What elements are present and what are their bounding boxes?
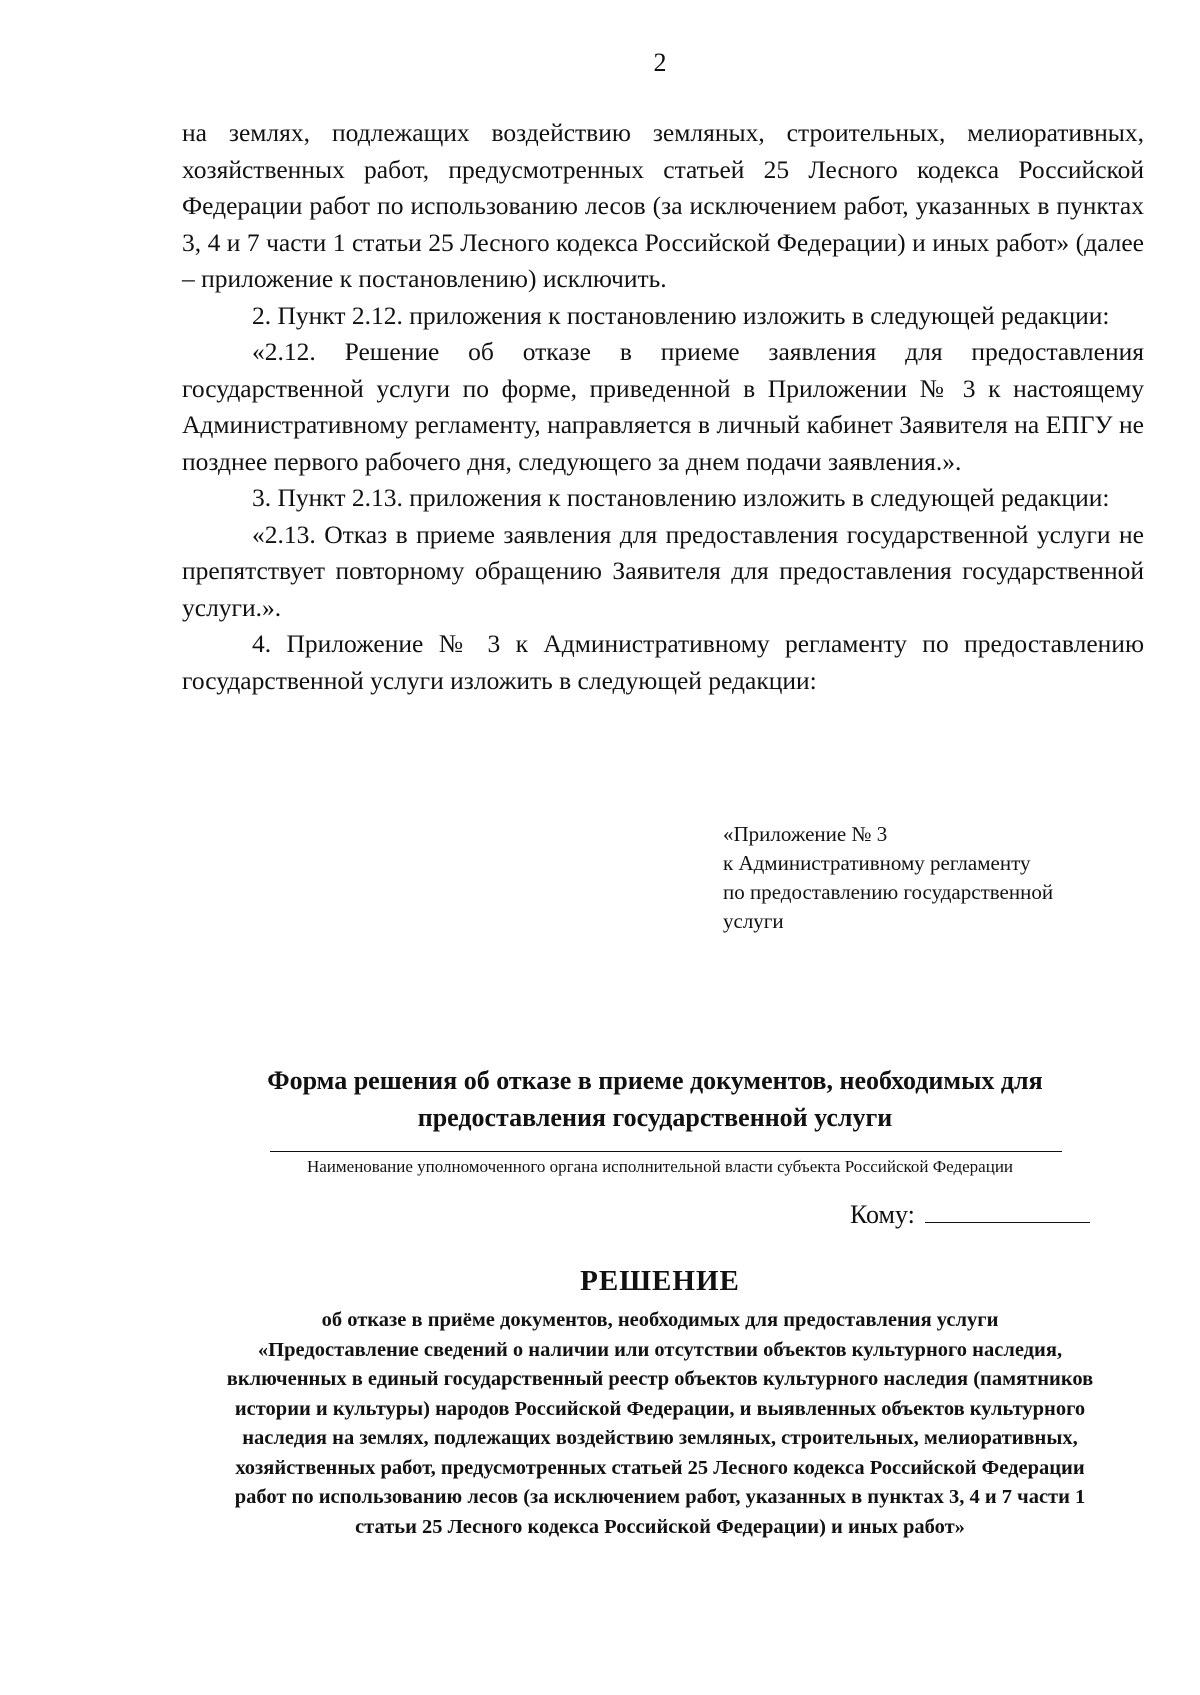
decision-subject: [110, 1306, 1200, 1542]
decision-subject-line: статьи 25 Лесного кодекса Российской Федерации) и иных работ»: [355, 1515, 965, 1538]
recipient-blank-line: [925, 1198, 1090, 1223]
decision-subject-line: истории и культуры) народов Российской Федерации, и выявленных объектов культурного: [234, 1397, 1086, 1420]
decision-subject-line: работ по использованию лесов (за исключением работ, указанных в пунктах 3, 4 и 7 части 1: [234, 1486, 1086, 1508]
form-title: [200, 1062, 1110, 1136]
authority-name-blank-line: [270, 1151, 1062, 1152]
appendix-note: [723, 820, 1143, 936]
authority-caption: Наименование уполномоченного органа исполнительной власти субъекта Российской Федерации: [306, 1157, 1014, 1176]
appendix-note-line: по предоставлению государственной: [723, 880, 1054, 904]
decision-subject-line: «Предоставление сведений о наличии или отсутствии объектов культурного наследия,: [257, 1338, 1063, 1361]
paragraph-item-3: 3. Пункт 2.13. приложения к постановлению изложить в следующей редакции:: [252, 483, 1110, 512]
paragraph-continuation: на землях, подлежащих воздействию земляных, строительных, мелиоративных, хозяйственных работ, предусмотренных статьей 25 Лесного кодекса Российской Федерации работ по использованию лесов (за исключением работ, указанных в пунктах 3, 4 и 7 части 1 статьи 25 Лесного кодекса Российской Федерации) и иных работ» (далее – приложение к постановлению) исключить.: [182, 118, 1144, 293]
decision-subject-line: хозяйственных работ, предусмотренных статьей 25 Лесного кодекса Российской Федерации: [235, 1456, 1085, 1479]
recipient-label: Кому:: [850, 1200, 915, 1229]
paragraph-quote-2-13: «2.13. Отказ в приеме заявления для предоставления государственной услуги не препятствует повторному обращению Заявителя для предоставления государственной услуги.».: [182, 519, 1144, 622]
paragraph-quote-2-12: «2.12. Решение об отказе в приеме заявления для предоставления государственной услуги по форме, приведенной в Приложении № 3 к настоящему Административному регламенту, направляется в личный кабинет Заявителя на ЕПГУ не позднее первого рабочего дня, следующего за днем подачи заявления.».: [182, 337, 1144, 476]
paragraph-item-2: 2. Пункт 2.12. приложения к постановлению изложить в следующей редакции:: [252, 300, 1110, 330]
appendix-note-line: «Приложение № 3: [723, 822, 888, 846]
appendix-note-line: услуги: [723, 909, 784, 933]
decision-subject-line: об отказе в приёме документов, необходимых для предоставления услуги: [321, 1309, 999, 1331]
body-text: [182, 115, 1144, 699]
recipient-field: [850, 1198, 1170, 1230]
decision-subject-line: наследия на землях, подлежащих воздействию земляных, строительных, мелиоративных,: [242, 1427, 1078, 1449]
page-number: 2: [653, 48, 667, 77]
decision-heading: РЕШЕНИЕ: [580, 1265, 740, 1297]
form-title-line: предоставления государственной услуги: [417, 1103, 893, 1132]
decision-subject-line: включенных в единый государственный реестр объектов культурного наследия (памятников: [226, 1368, 1094, 1390]
form-title-line: Форма решения об отказе в приеме документов, необходимых для: [267, 1066, 1043, 1095]
paragraph-item-4: 4. Приложение № 3 к Административному регламенту по предоставлению государственной услуги изложить в следующей редакции:: [182, 629, 1144, 695]
appendix-note-line: к Административному регламенту: [723, 851, 1031, 875]
